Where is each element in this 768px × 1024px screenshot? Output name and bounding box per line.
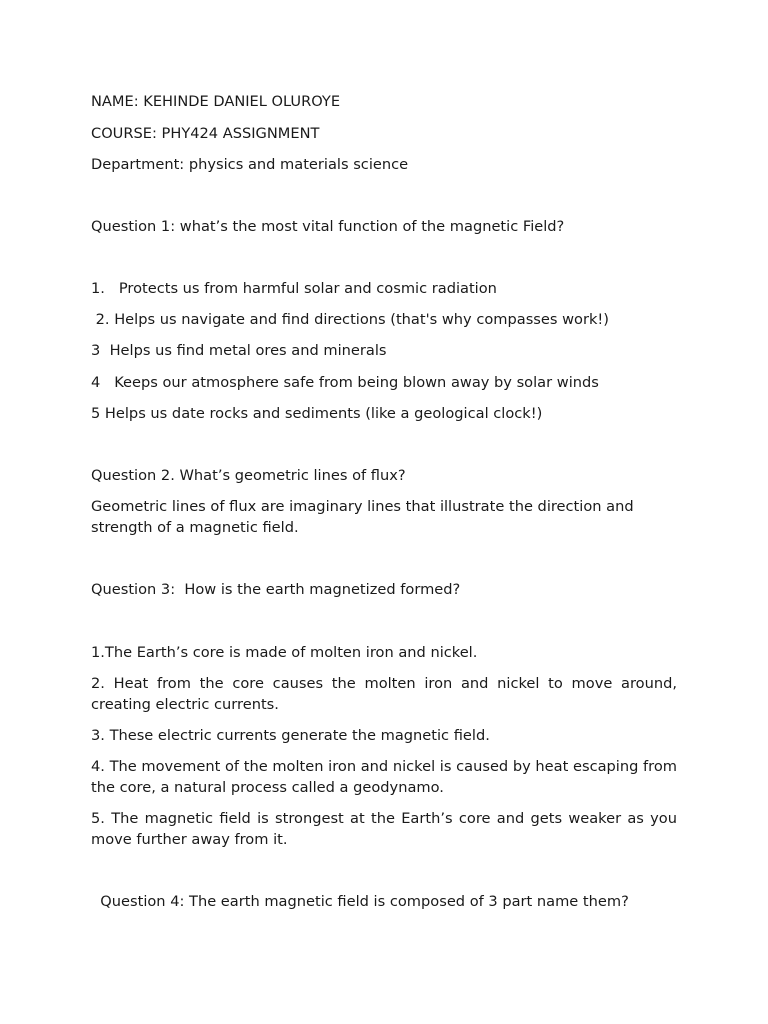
q3-answer-1: 1.The Earth’s core is made of molten iron and nickel. bbox=[91, 644, 478, 661]
question-4: Question 4: The earth magnetic field is composed of 3 part name them? bbox=[91, 893, 629, 910]
q3-answer-2: 2. Heat from the core causes the molten iron and nickel to move around, creating electric currents. bbox=[91, 675, 677, 713]
q3-answer-4: 4. The movement of the molten iron and nickel is caused by heat escaping from the core, a natural process called a geodynamo. bbox=[91, 758, 677, 796]
q1-answer-5: 5 Helps us date rocks and sediments (like a geological clock!) bbox=[91, 405, 543, 422]
q3-answer-5: 5. The magnetic field is strongest at the Earth’s core and gets weaker as you move further away from it. bbox=[91, 810, 677, 848]
course-line: COURSE: PHY424 ASSIGNMENT bbox=[91, 125, 320, 142]
q1-answer-4: 4 Keeps our atmosphere safe from being blown away by solar winds bbox=[91, 374, 599, 391]
question-3: Question 3: How is the earth magnetized formed? bbox=[91, 581, 461, 598]
question-2: Question 2. What’s geometric lines of flux? bbox=[91, 467, 406, 484]
q3-answer-3: 3. These electric currents generate the magnetic field. bbox=[91, 727, 490, 744]
q1-answer-2: 2. Helps us navigate and find directions (that's why compasses work!) bbox=[91, 311, 609, 328]
q1-answer-3: 3 Helps us find metal ores and minerals bbox=[91, 342, 387, 359]
q1-answer-1: 1. Protects us from harmful solar and cosmic radiation bbox=[91, 280, 497, 297]
question-1: Question 1: what’s the most vital function of the magnetic Field? bbox=[91, 218, 565, 235]
q2-answer: Geometric lines of flux are imaginary lines that illustrate the direction and strength of a magnetic field. bbox=[91, 498, 634, 536]
department-line: Department: physics and materials science bbox=[91, 156, 409, 173]
student-name: NAME: KEHINDE DANIEL OLUROYE bbox=[91, 93, 341, 110]
